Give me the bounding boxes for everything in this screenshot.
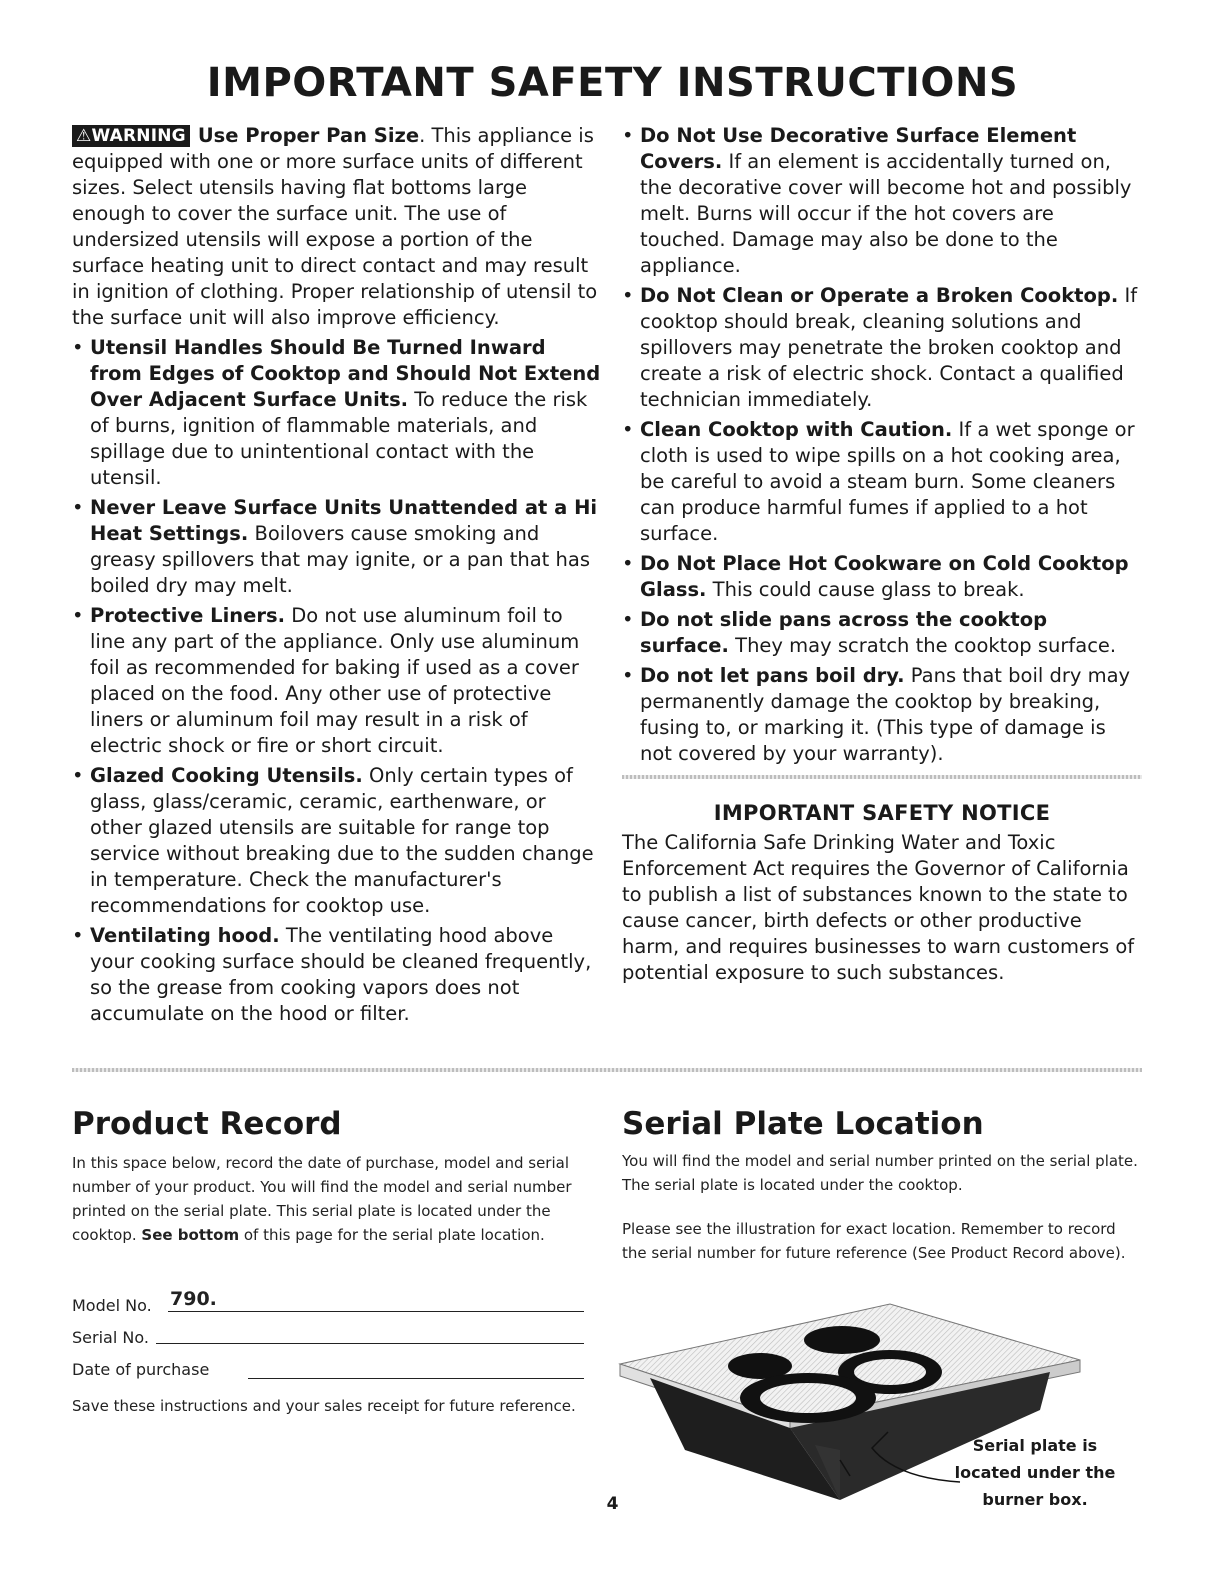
item-text: To reduce the risk of burns, ignition of flammable materials, and spillage due to unintentional contact with the utensil. — [90, 388, 588, 489]
left-bullet-list — [72, 335, 602, 1027]
safety-notice — [622, 800, 1142, 986]
pan-size-heading: Use Proper Pan Size — [197, 124, 420, 147]
product-record-text: In this space below, record the date of purchase, model and serial number of your product. You will find the model and serial number printed on the serial plate. This serial plate is located under the cooktop. — [72, 1154, 572, 1244]
burner-right-ring — [854, 1359, 926, 1385]
right-column — [622, 123, 1142, 771]
list-item — [72, 603, 602, 759]
item-text: The ventilating hood above your cooking surface should be cleaned frequently, so the grease from cooking vapors does not accumulate on the hood or filter. — [90, 924, 592, 1025]
item-heading: Do not slide pans across the cooktop surface. — [640, 608, 1048, 657]
item-text: Only certain types of glass, glass/ceramic, ceramic, earthenware, or other glazed utensils are suitable for range top service without breaking due to the sudden change in temperature. Check the manufacturer's recommendations for cooktop use. — [90, 764, 594, 917]
save-instructions-note: Save these instructions and your sales receipt for future reference. — [72, 1397, 576, 1415]
item-heading: Never Leave Surface Units Unattended at a Hi Heat Settings. — [90, 496, 598, 545]
serial-number-field[interactable] — [156, 1343, 584, 1344]
item-heading: Utensil Handles Should Be Turned Inward from Edges of Cooktop and Should Not Extend Over Adjacent Surface Units. — [90, 336, 601, 411]
item-heading: Protective Liners. — [90, 604, 285, 627]
item-text: Pans that boil dry may permanently damage the cooktop by breaking, fusing to, or marking it. (This type of damage is not covered by your warranty). — [640, 664, 1131, 765]
serial-plate-paragraph-2: Please see the illustration for exact location. Remember to record the serial number for future reference (See Product Record above). — [622, 1220, 1126, 1262]
model-number-value: 790. — [170, 1288, 217, 1310]
date-of-purchase-label: Date of purchase — [72, 1360, 210, 1379]
item-heading: Clean Cooktop with Caution. — [640, 418, 953, 441]
page-title: IMPORTANT SAFETY INSTRUCTIONS — [206, 60, 1019, 106]
item-heading: Do Not Place Hot Cookware on Cold Cooktop Glass. — [640, 552, 1129, 601]
pan-size-text: . This appliance is equipped with one or more surface units of different sizes. Select utensils having flat bottoms large enough to cover the surface unit. The use of undersized utensils will expose a portion of the surface heating unit to direct contact and may result in ignition of clothing. Proper relationship of utensil to the surface unit will also improve efficiency. — [72, 124, 598, 329]
list-item — [72, 335, 602, 491]
list-item — [72, 923, 602, 1027]
model-number-field[interactable] — [168, 1311, 584, 1312]
section-divider — [72, 1068, 1142, 1072]
item-text: Do not use aluminum foil to line any part of the appliance. Only use aluminum foil as recommended for baking if used as a cover placed on the food. Any other use of protective liners or aluminum foil may result in a risk of electric shock or fire or short circuit. — [90, 604, 580, 757]
list-item — [622, 417, 1142, 547]
item-heading: Do not let pans boil dry. — [640, 664, 905, 687]
item-text: Boilovers cause smoking and greasy spillovers that may ignite, or a pan that has boiled dry may melt. — [90, 522, 590, 597]
warning-badge — [72, 125, 190, 147]
item-heading: Do Not Clean or Operate a Broken Cooktop. — [640, 284, 1119, 307]
list-item — [622, 663, 1142, 767]
item-text: If a wet sponge or cloth is used to wipe spills on a hot cooking area, be careful to avoid a steam burn. Some cleaners can produce harmful fumes if applied to a hot surface. — [640, 418, 1135, 545]
callout-line-3: burner box. — [982, 1490, 1088, 1509]
notice-divider — [622, 775, 1142, 779]
list-item — [622, 607, 1142, 659]
right-bullet-list — [622, 123, 1142, 767]
product-record-text-end: of this page for the serial plate location. — [239, 1226, 545, 1244]
list-item — [622, 283, 1142, 413]
item-text: They may scratch the cooktop surface. — [728, 634, 1117, 657]
callout-line-2: located under the — [954, 1463, 1116, 1482]
warning-triangle-icon: ⚠ — [76, 126, 92, 146]
pan-size-paragraph — [72, 123, 602, 331]
item-text: This could cause glass to break. — [706, 578, 1025, 601]
notice-text: The California Safe Drinking Water and Toxic Enforcement Act requires the Governor of California to publish a list of substances known to the state to cause cancer, birth defects or other productive harm, and requires businesses to warn customers of potential exposure to such substances. — [622, 831, 1135, 984]
product-record-title: Product Record — [72, 1106, 342, 1142]
list-item — [72, 763, 602, 919]
model-number-label: Model No. — [72, 1296, 152, 1315]
list-item — [622, 123, 1142, 279]
product-record-paragraph — [72, 1151, 592, 1247]
left-column — [72, 123, 602, 1031]
item-heading: Do Not Use Decorative Surface Element Covers. — [640, 124, 1077, 173]
item-heading: Ventilating hood. — [90, 924, 280, 947]
burner-front-ring — [760, 1383, 856, 1413]
see-bottom-link-text: See bottom — [141, 1226, 240, 1244]
item-text: If an element is accidentally turned on, the decorative cover will become hot and possibly melt. Burns will occur if the hot covers are touched. Damage may also be done to the appliance. — [640, 150, 1132, 277]
callout-line-1: Serial plate is — [972, 1436, 1098, 1455]
notice-title: IMPORTANT SAFETY NOTICE — [713, 801, 1051, 825]
item-heading: Glazed Cooking Utensils. — [90, 764, 363, 787]
page-number: 4 — [606, 1494, 619, 1514]
serial-number-label: Serial No. — [72, 1328, 149, 1347]
item-text: If cooktop should break, cleaning solutions and spillovers may penetrate the broken cooktop and create a risk of electric shock. Contact a qualified technician immediately. — [640, 284, 1138, 411]
burner-back — [804, 1326, 880, 1354]
serial-plate-title: Serial Plate Location — [622, 1106, 984, 1142]
date-of-purchase-field[interactable] — [248, 1378, 584, 1379]
list-item — [72, 495, 602, 599]
list-item — [622, 551, 1142, 603]
warning-badge-label: WARNING — [91, 126, 186, 146]
serial-plate-paragraph-1: You will find the model and serial number printed on the serial plate. The serial plate is located under the cooktop. — [622, 1152, 1138, 1194]
